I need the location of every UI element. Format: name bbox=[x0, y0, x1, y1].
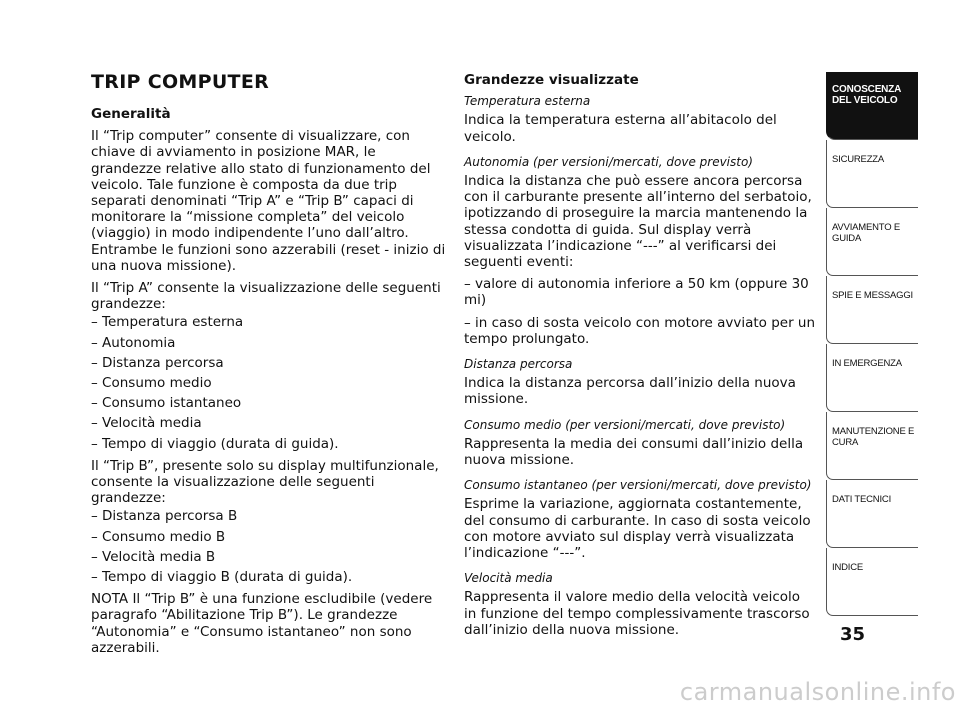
list-item: – Distanza percorsa bbox=[91, 354, 224, 371]
trip-a-intro: Il “Trip A” consente la visualizzazione delle seguenti grandezze: bbox=[91, 280, 441, 313]
list-item: – Temperatura esterna bbox=[91, 314, 244, 331]
autonomia-block bbox=[464, 154, 816, 347]
item-title: Distanza percorsa bbox=[464, 357, 573, 372]
list-item: – Tempo di viaggio (durata di guida). bbox=[91, 435, 339, 452]
watermark: carmanualsonline.info bbox=[679, 678, 956, 706]
section-heading-grandezze: Grandezze visualizzate bbox=[464, 72, 639, 88]
nota-paragraph: NOTA Il “Trip B” è una funzione escludibile (vedere paragrafo “Abilitazione Trip B”). Le grandezze “Autonomia” e “Consumo istantaneo” non sono azzerabili. bbox=[91, 591, 433, 656]
consumo-istantaneo-block bbox=[464, 477, 816, 561]
list-item: – Velocità media bbox=[91, 415, 202, 432]
chapter-tabs bbox=[826, 72, 918, 616]
item-title: Velocità media bbox=[464, 571, 553, 586]
right-column bbox=[464, 72, 816, 647]
tab-manutenzione-e-cura[interactable]: MANUTENZIONE E CURA bbox=[826, 412, 918, 480]
tab-avviamento-e-guida[interactable]: AVVIAMENTO E GUIDA bbox=[826, 208, 918, 276]
item-text: Indica la distanza percorsa dall’inizio della nuova missione. bbox=[464, 375, 796, 408]
list-item: – Tempo di viaggio B (durata di guida). bbox=[91, 569, 353, 586]
trip-b-intro: Il “Trip B”, presente solo su display multifunzionale, consente la visualizzazione delle seguenti grandezze: bbox=[91, 457, 439, 507]
tab-dati-tecnici[interactable]: DATI TECNICI bbox=[826, 480, 918, 548]
item-text: Indica la temperatura esterna all’abitacolo del veicolo. bbox=[464, 112, 777, 145]
dash-item: – valore di autonomia inferiore a 50 km (oppure 30 mi) bbox=[464, 276, 809, 309]
tab-in-emergenza[interactable]: IN EMERGENZA bbox=[826, 344, 918, 412]
section-heading-generalita: Generalità bbox=[91, 106, 171, 122]
intro-paragraph: Il “Trip computer” consente di visualizzare, con chiave di avviamento in posizione MAR, le grandezze relative allo stato di funzionamento del veicolo. Tale funzione è composta da due trip separati denominati “Trip A” e “Trip B” capaci di monitorare la “missione completa” del veicolo (viaggio) in modo indipendente l’uno dall’altro. Entrambe le funzioni sono azzerabili (reset - inizio di una nuova missione). bbox=[91, 128, 446, 274]
consumo-medio-block bbox=[464, 417, 816, 469]
item-text: Rappresenta la media dei consumi dall’inizio della nuova missione. bbox=[464, 435, 804, 469]
page-title: TRIP COMPUTER bbox=[91, 71, 270, 93]
page-number: 35 bbox=[840, 624, 866, 645]
list-item: – Autonomia bbox=[91, 334, 176, 351]
tab-conoscenza-del-veicolo[interactable]: CONOSCENZA DEL VEICOLO bbox=[826, 72, 918, 140]
velocita-media-block bbox=[464, 570, 816, 638]
trip-b-list bbox=[91, 508, 446, 585]
temperatura-block bbox=[464, 93, 816, 145]
item-text: Esprime la variazione, aggiornata costantemente, del consumo di carburante. In caso di sosta veicolo con motore avviato sul display verrà visualizzata l’indicazione “---”. bbox=[464, 496, 811, 562]
item-title: Consumo medio (per versioni/mercati, dove previsto) bbox=[464, 417, 786, 432]
list-item: – Consumo medio bbox=[91, 375, 212, 392]
list-item: – Distanza percorsa B bbox=[91, 508, 238, 525]
tab-sicurezza[interactable]: SICUREZZA bbox=[826, 140, 918, 208]
list-item: – Consumo medio B bbox=[91, 528, 226, 545]
trip-a-list bbox=[91, 314, 446, 451]
item-text: Rappresenta il valore medio della velocità veicolo in funzione del tempo complessivamente trascorso dall’inizio della nuova missione. bbox=[464, 589, 810, 638]
tab-indice[interactable]: INDICE bbox=[826, 548, 918, 616]
item-title: Temperatura esterna bbox=[464, 94, 591, 109]
item-text: Indica la distanza che può essere ancora percorsa con il carburante presente all’interno del serbatoio, ipotizzando di proseguire la marcia mantenendo la stessa condotta di guida. Sul display verrà visualizzata l’indicazione “---” al verificarsi dei seguenti eventi: bbox=[464, 173, 812, 271]
dash-item: – in caso di sosta veicolo con motore avviato per un tempo prolungato. bbox=[464, 314, 816, 347]
item-title: Consumo istantaneo (per versioni/mercati, dove previsto) bbox=[464, 478, 812, 493]
item-title: Autonomia (per versioni/mercati, dove previsto) bbox=[464, 154, 753, 169]
list-item: – Consumo istantaneo bbox=[91, 395, 242, 412]
tab-spie-e-messaggi[interactable]: SPIE E MESSAGGI bbox=[826, 276, 918, 344]
list-item: – Velocità media B bbox=[91, 548, 216, 565]
distanza-block bbox=[464, 356, 816, 408]
left-column bbox=[91, 72, 446, 662]
